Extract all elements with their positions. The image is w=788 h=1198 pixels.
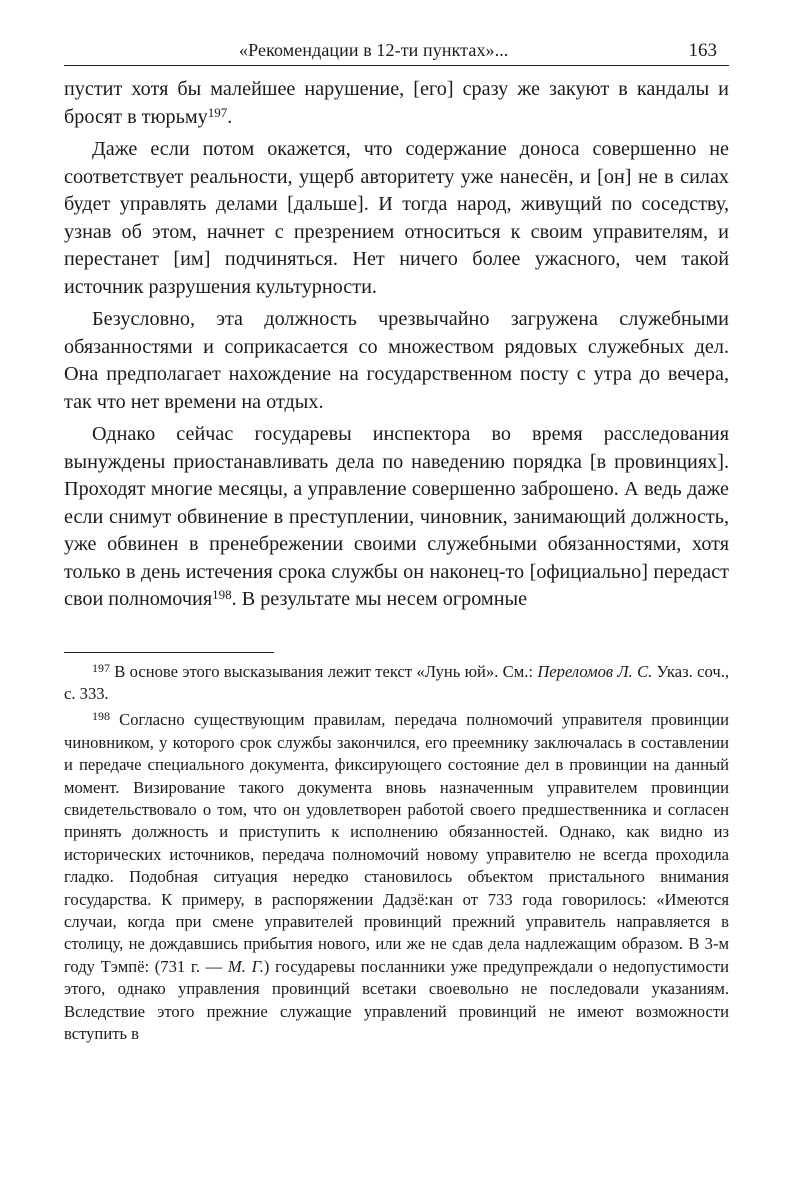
footnote-197-text: В основе этого высказывания лежит текст «Лунь юй». См.:: [110, 661, 538, 681]
footnote-197-mark: 197: [92, 660, 110, 675]
footnote-198: [64, 709, 729, 1045]
paragraph-4-text: Однако сейчас государевы инспектора во время расследования вынуждены приостанавливать дела по наведению порядка [в провинциях]. Проходят многие месяцы, а управление совершенно заброшено. А ведь даже если снимут обвинение в преступлении, чиновник, занимающий должность, уже обвинен в пренебрежении своими служебными обязанностями, хотя только в день истечения срока службы он наконец-то [официально] передаст свои полномочия: [64, 423, 729, 610]
paragraph-1: [64, 76, 729, 131]
footnote-198-text-b: ) государевы посланники уже предупреждали о недопустимости этого, однако управления провинций всетаки своевольно не последовали указаниям. Вследствие этого прежние служащие управлений провинций не имеют возможности вступить в: [64, 956, 729, 1043]
footnote-ref-198[interactable]: 198: [212, 587, 232, 602]
paragraph-2: Даже если потом окажется, что содержание доноса совершенно не соответствует реальности, ущерб авторитету уже нанесён, и [он] не в силах будет управлять делами [дальше]. И тогда народ, живущий по соседству, узнав об этом, начнет с презрением относиться к своим управителям, и перестанет [им] подчиняться. Нет ничего более ужасного, чем такой источник разрушения культурности.: [64, 138, 729, 298]
running-header: [64, 40, 729, 66]
footnote-198-mark: 198: [92, 709, 110, 724]
paragraph-1-end: .: [227, 105, 233, 128]
footnote-197: [64, 661, 729, 706]
main-text: [64, 76, 729, 614]
footnotes: [64, 661, 729, 1046]
page-number: 163: [688, 40, 717, 61]
footnote-197-author: Переломов Л. С.: [537, 661, 653, 681]
footnote-198-text-a: Согласно существующим правилам, передача полномочий управителя провинции чиновником, у которого срок службы закончился, его преемнику заключалась в составлении и передаче специального документа, фиксирующего состояние дел в провинции на данный момент. Визирование такого документа вновь назначенным управителем провинции свидетельствовало о том, что он удовлетворен работой своего предшественника и согласен принять должность и приступить к исполнению обязанностей. Однако, как видно из исторических источников, передача полномочий новому управителю не всегда проходила гладко. Подобная ситуация нередко становилось объектом пристального внимания государства. К примеру, в распоряжении Дадзё:кан от 733 года говорилось: «Имеются случаи, когда при смене управителей провинций прежний управитель направляется в столицу, не дождавшись прибытия нового, или же не сдав дела надлежащим образом. В 3-м году Тэмпё: (731 г. —: [64, 710, 729, 976]
running-title: «Рекомендации в 12-ти пунктах»...: [239, 40, 509, 60]
footnote-divider: [64, 652, 274, 653]
paragraph-4-end: . В результате мы несем огромные: [231, 588, 528, 610]
book-page: [64, 40, 729, 1049]
paragraph-4: [64, 421, 729, 614]
paragraph-1-text: пустит хотя бы малейшее нарушение, [его] сразу же закуют в кандалы и бросят в тюрьму: [64, 78, 729, 128]
footnote-198-translator: М. Г.: [227, 956, 264, 976]
footnote-ref-197[interactable]: 197: [207, 104, 228, 120]
paragraph-3: Безусловно, эта должность чрезвычайно загружена служебными обязанностями и соприкасается со множеством рядовых служебных дел. Она предполагает нахождение на государственном посту с утра до вечера, так что нет времени на отдых.: [64, 308, 729, 413]
footnote-197-source: Указ. соч., с. 333.: [64, 661, 729, 703]
